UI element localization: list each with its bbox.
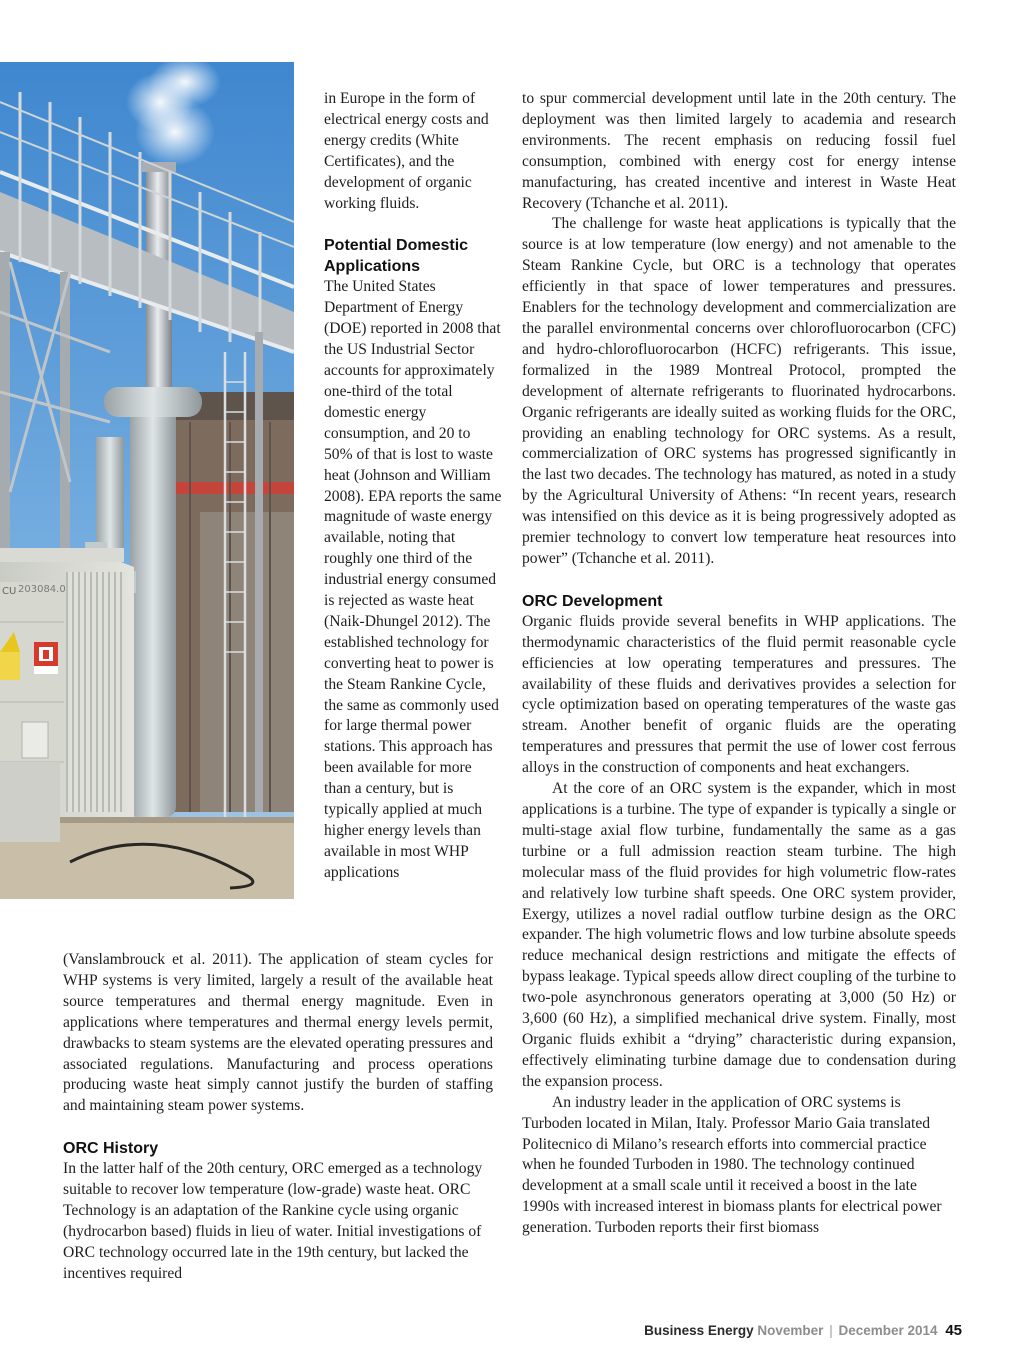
paragraph: The challenge for waste heat applications is typically that the source is at low temperature (low energy) and not amenable to the Steam Rankine Cycle, but ORC is a technology that operates efficiently in that space of lower temperatures and pressures. Enablers for the technology development and commercialization are the parallel environmental concerns over chlorofluorocarbon (CFC) and hydro-chlorofluorocarbon (HCFC) refrigerants. This issue, formalized in the 1989 Montreal Protocol, prompted the development of alternate refrigerants to fluorinated hydrocarbons. Organic refrigerants are ideally suited as working fluids for the ORC, providing an enabling technology for ORC systems. As a result, commercialization of ORC systems has progressed significantly in the last two decades. The technology has matured, as noted in a study by the Agricultural University of Athens: “In recent years, research was intensified on this device as it is being progressively adopted as premier technology to convert low temperature heat resources into power” (Tchanche et al. 2011). xyxy=(522,215,956,567)
paragraph: in Europe in the form of electrical energy costs and energy credits (White Certificates), and the development of organic working fluids. xyxy=(324,90,489,212)
narrow-text-column xyxy=(324,89,502,884)
page-footer xyxy=(602,1322,962,1339)
container-label: CU xyxy=(2,586,17,597)
paragraph: Organic fluids provide several benefits in WHP applications. The thermodynamic characteristics of the fluid permit reasonable cycle efficiencies at low operating temperatures and pressures. The availability of these fluids and derivatives provides a selection for cycle optimization based on operating temperatures of the waste gas stream. Another benefit of organic fluids are the operating temperatures and pressures that permit the use of lower cost ferrous alloys in the construction of components and heat exchangers. xyxy=(522,612,956,777)
container-number: 203084.0 xyxy=(18,584,66,595)
page-number: 45 xyxy=(945,1322,962,1339)
paragraph: At the core of an ORC system is the expander, which in most applications is a turbine. The type of expander is typically a single or multi-stage axial flow turbine, fundamentally the same as a gas turbine or a full admission reaction steam turbine. The high molecular mass of the fluid provides for high volumetric flow-rates and relatively low turbine shaft speeds. One ORC system provider, Exergy, utilizes a novel radial outflow turbine design as the ORC expander. The high volumetric flows and low turbine absolute speeds reduce mechanical design restrictions and mitigate the effects of bypass leakage. Typical speeds allow direct coupling of the turbine to two-pole asynchronous generators operating at 3,000 (50 Hz) or 3,600 (60 Hz), a simplified mechanical drive system. Finally, most Organic fluids exhibit a “drying” characteristic during expansion, effectively eliminating turbine damage due to condensation during the expansion process. xyxy=(522,780,956,1090)
bottom-text-column xyxy=(63,950,493,1285)
issue-date: December 2014 xyxy=(838,1323,938,1338)
paragraph: In the latter half of the 20th century, ORC emerged as a technology suitable to recover low temperature (low-grade) waste heat. ORC Technology is an adaptation of the Rankine cycle using organic (hydrocarbon based) fluids in lieu of water. Initial investigations of ORC technology occurred late in the 19th century, but lacked the incentives required xyxy=(63,1160,483,1282)
issue-month: November xyxy=(757,1323,824,1338)
paragraph: to spur commercial development until late in the 20th century. The deployment was then limited largely to academia and research environments. The recent emphasis on reducing fossil fuel consumption, combined with energy cost for energy intense manufacturing, has created incentive and interest in Waste Heat Recovery (Tchanche et al. 2011). xyxy=(522,90,956,212)
section-heading-orc-history: ORC History xyxy=(63,1140,159,1158)
article-photo xyxy=(0,62,294,899)
section-heading-orc-development: ORC Development xyxy=(522,592,663,610)
paragraph: The United States Department of Energy (DOE) reported in 2008 that the US Industrial Sector accounts for approximately one-third of the total domestic energy consumption, and 20 to 50% of that is lost to waste heat (Johnson and William 2008). EPA reports the same magnitude of waste energy available, noting that roughly one third of the industrial energy consumed is rejected as waste heat (Naik-Dhungel 2012). The established technology for converting heat to power is the Steam Rankine Cycle, the same as commonly used for large thermal power stations. This approach has been available for more than a century, but is typically applied at much higher energy levels than available in most WHP applications xyxy=(324,278,502,881)
footer-separator: | xyxy=(829,1323,833,1338)
publication-name: Business Energy xyxy=(644,1323,754,1338)
paragraph: (Vanslambrouck et al. 2011). The application of steam cycles for WHP systems is very limited, largely a result of the available heat source temperatures and thermal energy magnitude. Even in applications where temperatures and thermal energy levels permit, drawbacks to steam systems are the elevated operating pressures and associated regulations. Manufacturing and process operations producing waste heat simply cannot justify the burden of staffing and maintaining steam power systems. xyxy=(63,951,493,1115)
right-text-column xyxy=(522,89,956,1239)
paragraph: An industry leader in the application of ORC systems is Turboden located in Milan, Italy. Professor Mario Gaia translated Politecnico di Milano’s research efforts into commercial practice when he founded Turboden in 1980. The technology continued development at a small scale until it received a boost in the late 1990s with increased interest in biomass plants for electrical power generation. Turboden reports their first biomass xyxy=(522,1093,942,1237)
section-heading-potential-domestic-applications: Potential Domestic Applications xyxy=(324,237,469,276)
